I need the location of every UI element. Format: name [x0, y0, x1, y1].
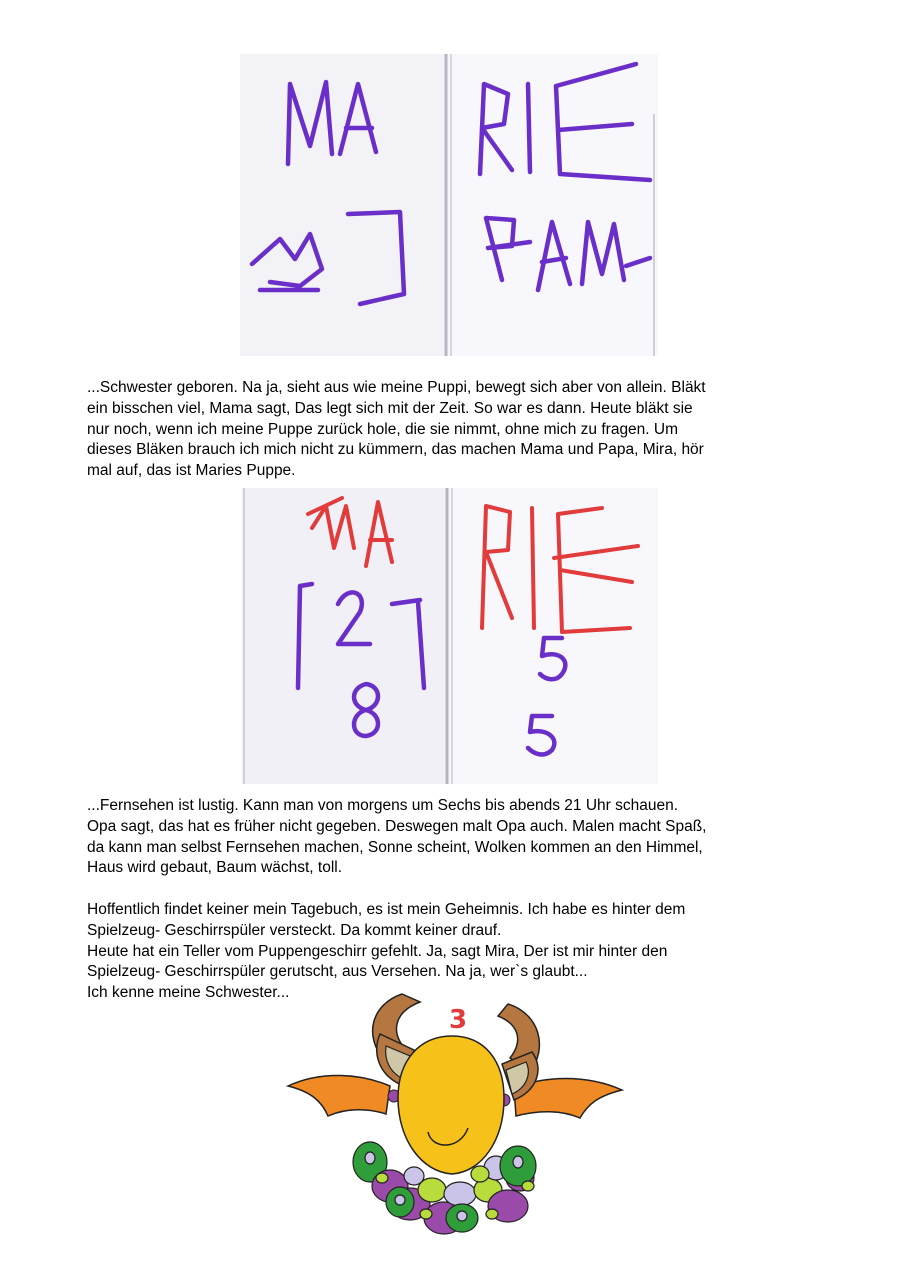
text-line: Spielzeug- Geschirrspüler versteckt. Da kommt keiner drauf. [87, 921, 502, 939]
text-line: nur noch, wenn ich meine Puppe zurück hole, die sie nimmt, ohne mich zu fragen. Um [87, 420, 679, 438]
zodiac-number-label: 3 [448, 1005, 468, 1035]
text-line: Heute hat ein Teller vom Puppengeschirr gefehlt. Ja, sagt Mira, Der ist mir hinter den [87, 942, 668, 960]
text-line: Spielzeug- Geschirrspüler gerutscht, aus Versehen. Na ja, wer`s glaubt... [87, 963, 588, 981]
text-line: dieses Bläken brauch ich mich nicht zu kümmern, das machen Mama und Papa, Mira, hör [87, 441, 704, 459]
diary-paragraph-2 [87, 796, 827, 879]
text-line: ...Schwester geboren. Na ja, sieht aus wie meine Puppi, bewegt sich aber von allein. Bläkt [87, 379, 706, 396]
photo-notebook-marie-purple [240, 54, 658, 356]
hair-left [288, 1075, 390, 1116]
photo-notebook-marie-red [242, 488, 658, 784]
diary-paragraph-3 [87, 900, 827, 1004]
text-line: ...Fernsehen ist lustig. Kann man von morgens um Sechs bis abends 21 Uhr schauen. [87, 797, 679, 814]
ram-face [398, 1036, 504, 1174]
aries-ram-drawing [282, 990, 628, 1238]
text-line: ein bisschen viel, Mama sagt, Das legt sich mit der Zeit. So war es dann. Heute bläkt sie [87, 399, 693, 417]
text-line: mal auf, das ist Maries Puppe. [87, 462, 296, 480]
text-line: Opa sagt, das hat es früher nicht gegeben. Deswegen malt Opa auch. Malen macht Spaß, [87, 817, 707, 835]
text-line: Haus wird gebaut, Baum wächst, toll. [87, 859, 343, 877]
text-line: Hoffentlich findet keiner mein Tagebuch, es ist mein Geheimnis. Ich habe es hinter dem [87, 901, 686, 918]
text-line: da kann man selbst Fernsehen machen, Sonne scheint, Wolken kommen an den Himmel, [87, 838, 703, 856]
diary-paragraph-1 [87, 378, 827, 482]
text-line: Ich kenne meine Schwester... [87, 984, 290, 1002]
